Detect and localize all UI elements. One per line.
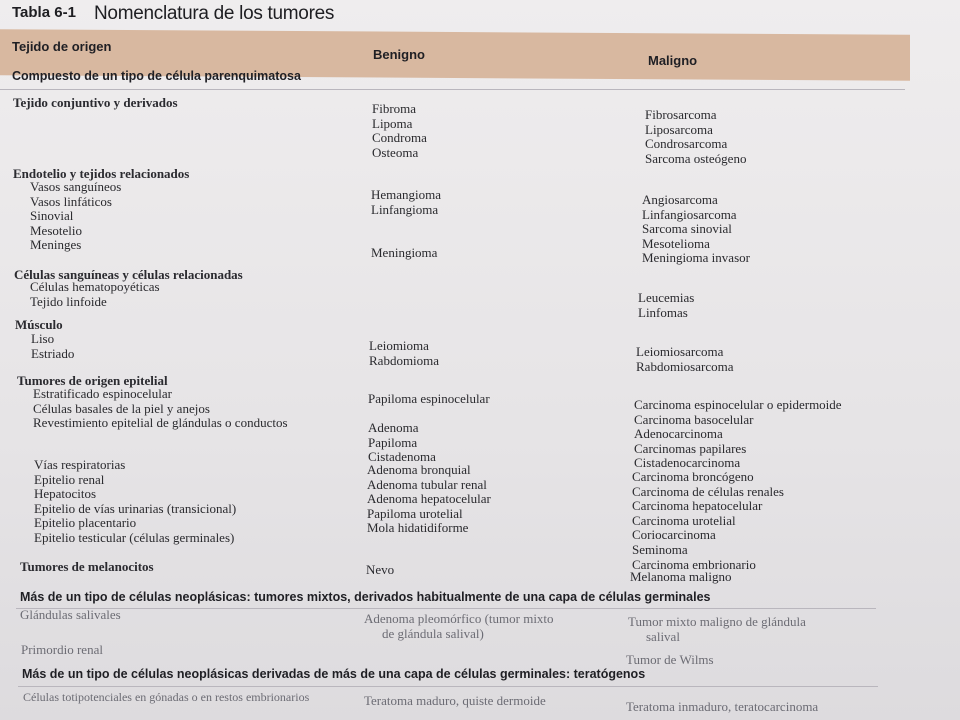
benign-item: Papiloma	[368, 434, 418, 450]
malignant-item: Angiosarcoma	[642, 192, 718, 207]
malignant-item: Carcinomas papilares	[634, 440, 747, 456]
benign-connective	[372, 102, 427, 160]
origin-item: Mesotelio	[30, 222, 82, 238]
malignant-item: Carcinoma urotelial	[632, 512, 736, 528]
origin-blood	[30, 280, 160, 309]
benign-muscle	[369, 339, 439, 368]
benign-endothelium	[371, 188, 441, 261]
malignant-teratoma: Teratoma inmaduro, teratocarcinoma	[626, 699, 819, 714]
malignant-item: Leiomiosarcoma	[636, 344, 724, 359]
malignant-item: Cistadenocarcinoma	[634, 455, 741, 471]
benign-item: Condroma	[372, 130, 427, 146]
header-malignant: Maligno	[648, 53, 698, 68]
origin-totipotent: Células totipotenciales en gónadas o en restos embrionarios	[23, 690, 310, 704]
benign-item	[371, 217, 441, 232]
malignant-item: Leucemias	[638, 290, 695, 305]
benign-item: Osteoma	[372, 144, 419, 160]
origin-item: Sinovial	[30, 208, 74, 224]
malignant-item: Carcinoma embrionario	[632, 556, 756, 572]
benign-item: Papiloma espinocelular	[368, 391, 490, 406]
origin-endothelium	[30, 180, 121, 253]
origin-salivary: Glándulas salivales	[20, 607, 121, 622]
malignant-item: Meningioma invasor	[642, 250, 750, 266]
origin-item: Revestimiento epitelial de glándulas o conductos	[33, 415, 288, 431]
benign-item: Linfangioma	[371, 201, 439, 217]
origin-item: Estratificado espinocelular	[33, 386, 172, 401]
benign-item: Rabdomioma	[369, 352, 440, 368]
benign-item: Adenoma bronquial	[367, 462, 471, 477]
malignant-melanocytes: Melanoma maligno	[630, 569, 732, 584]
table-label: Tabla 6-1	[12, 4, 76, 21]
origin-item: Vasos sanguíneos	[30, 179, 122, 194]
malignant-organs	[632, 470, 784, 572]
malignant-blood	[638, 291, 694, 320]
header-origin: Tejido de origen	[12, 39, 112, 54]
benign-item: de glándula salival)	[382, 625, 484, 641]
origin-item: Epitelio renal	[34, 471, 105, 487]
malignant-item: Condrosarcoma	[645, 136, 728, 152]
benign-item: Cistadenoma	[368, 449, 436, 465]
group-melanocytes: Tumores de melanocitos	[20, 559, 154, 574]
benign-item: Leiomioma	[369, 338, 429, 353]
malignant-item: Carcinoma broncógeno	[632, 469, 754, 484]
malignant-item: Carcinoma de células renales	[632, 483, 784, 499]
benign-salivary	[364, 612, 554, 641]
benign-teratoma: Teratoma maduro, quiste dermoide	[364, 693, 546, 708]
divider	[0, 89, 905, 90]
benign-item	[371, 232, 441, 247]
malignant-item: Liposarcoma	[645, 121, 713, 137]
benign-item: Adenoma hepatocelular	[367, 491, 491, 507]
table-title-bar	[0, 0, 960, 30]
divider	[18, 686, 878, 687]
origin-item: Epitelio placentario	[34, 515, 137, 531]
malignant-item: Sarcoma osteógeno	[645, 150, 747, 166]
benign-item: Adenoma	[368, 420, 419, 436]
group-epithelial: Tumores de origen epitelial	[17, 373, 168, 388]
benign-item: Adenoma tubular renal	[367, 476, 487, 492]
origin-epithelial	[33, 387, 288, 431]
malignant-item: Sarcoma sinovial	[642, 221, 732, 237]
malignant-renal-primordium: Tumor de Wilms	[626, 652, 714, 667]
benign-item: Adenoma pleomórfico (tumor mixto	[364, 611, 554, 626]
malignant-item: Adenocarcinoma	[634, 426, 723, 442]
malignant-item: Tumor mixto maligno de glándula	[628, 614, 806, 629]
origin-item: Células hematopoyéticas	[30, 279, 160, 294]
malignant-item: Coriocarcinoma	[632, 527, 716, 543]
origin-muscle	[31, 332, 74, 361]
group-endothelium: Endotelio y tejidos relacionados	[13, 166, 190, 181]
malignant-item: Seminoma	[632, 541, 688, 557]
group-blood: Células sanguíneas y células relacionadas	[14, 267, 243, 282]
malignant-salivary	[628, 615, 806, 644]
benign-epithelial	[368, 392, 490, 465]
origin-item: Estriado	[31, 345, 75, 361]
benign-item: Lipoma	[372, 115, 413, 131]
section-mixed: Más de un tipo de células neoplásicas: tumores mixtos, derivados habitualmente de una capa de células germinales	[20, 590, 711, 604]
malignant-epithelial	[634, 398, 842, 471]
malignant-item: Linfomas	[638, 304, 688, 320]
malignant-item: Mesotelioma	[642, 235, 710, 251]
origin-item: Células basales de la piel y anejos	[33, 400, 210, 416]
benign-melanocytes: Nevo	[366, 562, 395, 577]
benign-item: Hemangioma	[371, 187, 442, 202]
benign-item: Fibroma	[372, 101, 417, 116]
table-title: Nomenclatura de los tumores	[94, 3, 335, 24]
origin-item: Hepatocitos	[34, 486, 97, 502]
malignant-connective	[645, 108, 746, 166]
malignant-item: salival	[646, 628, 680, 644]
malignant-item: Carcinoma espinocelular o epidermoide	[634, 397, 842, 412]
malignant-item: Linfangiosarcoma	[642, 206, 737, 222]
malignant-item: Carcinoma hepatocelular	[632, 498, 763, 514]
origin-organs	[34, 458, 236, 546]
header-benign: Benigno	[373, 47, 425, 62]
divider	[16, 608, 876, 609]
origin-item: Meninges	[30, 237, 82, 253]
group-connective: Tejido conjuntivo y derivados	[13, 95, 178, 110]
malignant-item: Rabdomiosarcoma	[636, 358, 734, 374]
group-muscle: Músculo	[15, 317, 63, 332]
malignant-muscle	[636, 345, 733, 374]
section-teratogens: Más de un tipo de células neoplásicas derivadas de más de una capa de células germinales: teratógenos	[22, 667, 646, 681]
benign-item	[368, 407, 490, 422]
malignant-item: Carcinoma basocelular	[634, 411, 754, 427]
origin-item: Epitelio testicular (células germinales)	[34, 529, 235, 545]
benign-organs	[367, 463, 491, 536]
benign-item: Meningioma	[371, 245, 438, 261]
origin-item: Epitelio de vías urinarias (transicional)	[34, 500, 237, 516]
section-single-cell: Compuesto de un tipo de célula parenquimatosa	[12, 69, 301, 83]
benign-item: Papiloma urotelial	[367, 505, 463, 521]
origin-renal-primordium: Primordio renal	[21, 642, 103, 657]
origin-item: Liso	[31, 331, 55, 346]
malignant-item: Fibrosarcoma	[645, 107, 717, 122]
malignant-endothelium	[642, 193, 750, 266]
origin-item: Vasos linfáticos	[30, 193, 112, 209]
origin-item: Tejido linfoide	[30, 293, 107, 309]
benign-item: Mola hidatidiforme	[367, 520, 469, 536]
origin-item: Vías respiratorias	[34, 457, 126, 472]
